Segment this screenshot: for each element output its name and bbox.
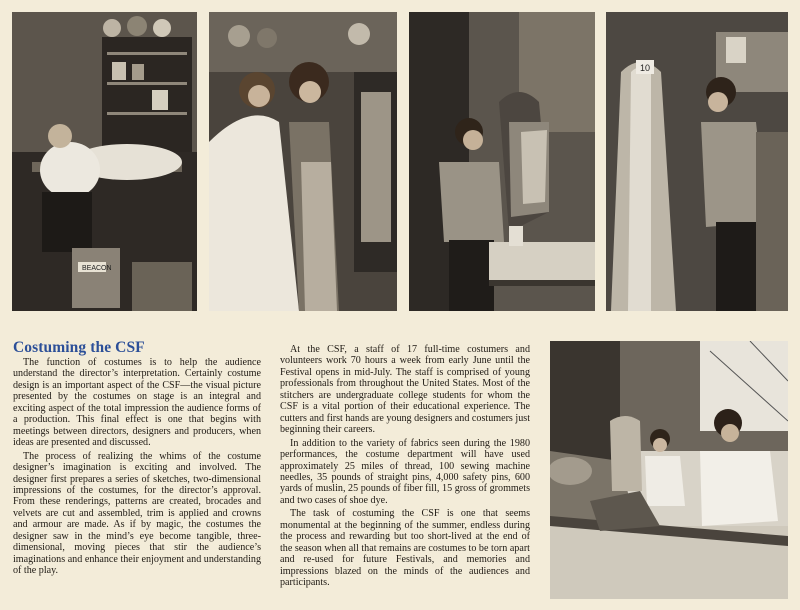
form-number: 10 xyxy=(640,63,651,73)
paragraph: The function of costumes is to help the audience understand the director’s interpretation. Certainly costume design is an important aspect of the CSF—the visual picture presented by the costumes on stage is an integral and exciting aspect of the total impression the audience forms of a production. This final effect is one that begins with meetings between directors, designers and producers, when ideas are presented and discussed. xyxy=(13,357,261,449)
article-title: Costuming the CSF xyxy=(13,339,145,356)
paragraph: In addition to the variety of fabrics seen during the 1980 performances, the costume department will have used approximately 25 miles of thread, 100 sewing machine needles, 35 pounds of straight pins, 4,000 safety pins, 600 yards of muslin, 25 pounds of fiber fill, 15 gross of grommets and two cases of shoe dye. xyxy=(280,437,530,506)
photo-dress-form xyxy=(409,12,595,311)
paragraph: The process of realizing the whims of the costume designer’s imagination is exciting and involved. The designer first prepares a series of sketches, two-dimensional impressions of the costumes, for the director’s approval. From these renderings, patterns are created, brocades and velvets are cut and assembled, trim is applied and crowns and armour are made. As if by magic, the costumes the designer saw in the mind’s eye become tangible, three-dimensional, moving pieces that stir the audience’s imaginations and enhance their enjoyment and understanding of the play. xyxy=(13,450,261,577)
photo-draping-fabric xyxy=(606,12,788,311)
photo-man-sewing xyxy=(12,12,197,311)
box-label: BEACON xyxy=(82,265,112,272)
text-column-middle xyxy=(280,344,530,591)
paragraph: At the CSF, a staff of 17 full-time costumers and volunteers work 70 hours a week from early June until the Festival opens in mid-July. The staff is comprised of young professionals from throughout the United States. Most of the stitchers are undergraduate college students for whom the CSF is a vital portion of their educational experience. The cutters and first hands are young designers and costumers just beginning their careers. xyxy=(280,344,530,436)
photo-costume-fitting xyxy=(209,12,397,311)
text-column-left xyxy=(13,357,261,579)
paragraph: The task of costuming the CSF is one that seems monumental at the beginning of the summer, endless during the process and rewarding but too short-lived at the end of the season when all that remains are costumes to be torn apart and re-used for future Festivals, and memories and impressions blazed on the minds of the audiences and participants. xyxy=(280,508,530,589)
photo-workroom xyxy=(550,341,788,599)
